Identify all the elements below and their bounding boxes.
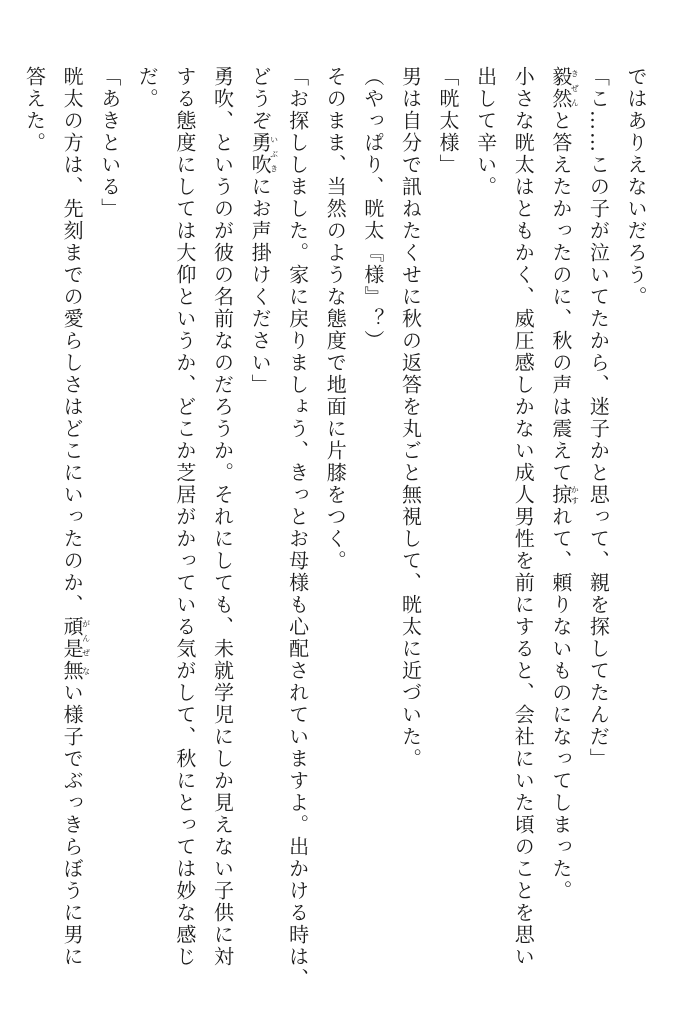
text-line: 毅然きぜんと答えたかったのに、秋の声は震えて掠かすれて、頼りないものになってしまった。 bbox=[548, 66, 580, 902]
ruby-annotation: 掠かす bbox=[548, 484, 580, 506]
ruby-annotation: 無な bbox=[60, 660, 91, 682]
ruby-reading: かす bbox=[570, 484, 580, 506]
ruby-reading: きぜん bbox=[570, 66, 580, 110]
text-line: 「あきといる」 bbox=[97, 66, 122, 220]
text-line: （やっぱり、晄太『様』？） bbox=[360, 66, 385, 352]
text-line: 出して辛い。 bbox=[473, 66, 498, 198]
text-line: 小さな晄太はともかく、威圧感しかない成人男性を前にすると、会社にいた頃のことを思い bbox=[511, 66, 536, 968]
text-line: だ。 bbox=[135, 66, 160, 110]
text-line: 答えた。 bbox=[22, 66, 47, 154]
text-line: 勇吹、というのが彼の名前なのだろうか。それにしても、未就学児にしか見えない子供に対 bbox=[210, 66, 235, 968]
ruby-annotation: 毅然きぜん bbox=[548, 66, 580, 110]
text-line: どうぞ勇吹いぶきにお声掛けください」 bbox=[248, 66, 279, 396]
ruby-reading: な bbox=[81, 660, 91, 682]
text-line: 晄太の方は、先刻までの愛らしさはどこにいったのか、頑是がんぜ無ない様子でぶっきらぼうに男に bbox=[60, 66, 91, 968]
ruby-reading: がんぜ bbox=[81, 616, 91, 660]
text-line: 男は自分で訊ねたくせに秋の返答を丸ごと無視して、晄太に近づいた。 bbox=[398, 66, 423, 770]
text-line: 「こ……この子が泣いてたから、迷子かと思って、親を探してたんだ」 bbox=[586, 66, 611, 770]
text-line: そのまま、当然のような態度で地面に片膝をつく。 bbox=[323, 66, 348, 572]
text-line: する態度にしては大仰というか、どこか芝居がかっている気がして、秋にとっては妙な感じ bbox=[172, 66, 197, 968]
text-line: 「晄太様」 bbox=[436, 66, 461, 176]
ruby-reading: いぶき bbox=[269, 132, 279, 176]
ruby-annotation: 頑是がんぜ bbox=[60, 616, 91, 660]
text-line: ではありえないだろう。 bbox=[624, 66, 648, 308]
vertical-text-body bbox=[15, 66, 654, 990]
ruby-annotation: 勇吹いぶき bbox=[248, 132, 279, 176]
text-line: 「お探ししました。家に戻りましょう、きっとお母様も心配されていますよ。出かける時は、 bbox=[285, 66, 310, 990]
